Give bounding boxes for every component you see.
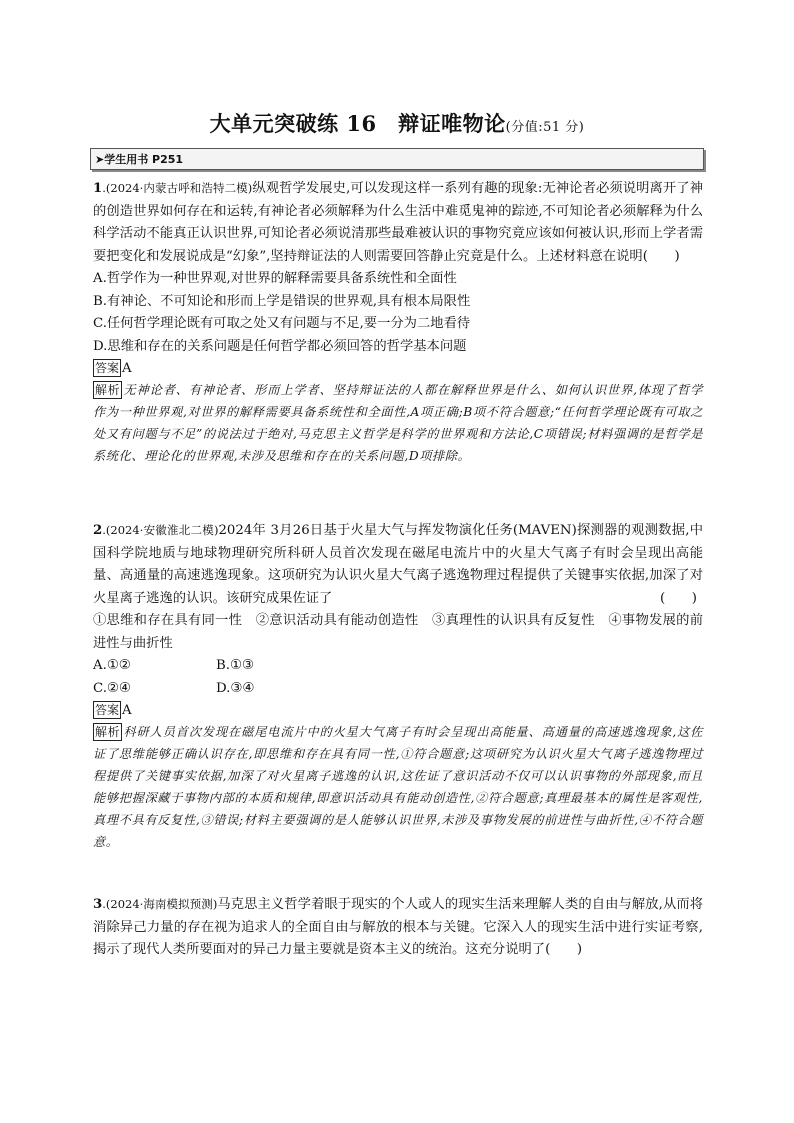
- arrow-icon: ➤: [95, 153, 105, 166]
- score-note: (分值:51 分): [505, 120, 585, 135]
- question-stem: 1.(2024·内蒙古呼和浩特二模)纵观哲学发展史,可以发现这样一系列有趣的现象:无神论者必须说明离开了神的创造世界如何存在和运转,有神论者必须解释为什么生活中难觅鬼神的踪迹,不可知论者必须解释为什么科学活动不能真正认识世界,可知论者必须说清那些最难被认识的事物究竟应该如何被认识,形而上学者需要把变化和发展说成是“幻象”,坚持辩证法的人则需要回答静止究竟是什么。上述材料意在说明( ): [93, 181, 703, 264]
- answer-line: [93, 700, 703, 721]
- option-d: D.③④: [216, 680, 255, 696]
- book-reference-bar: [90, 148, 704, 170]
- answer-line: [93, 358, 703, 379]
- question-1: [93, 177, 703, 467]
- answer-value: A: [122, 703, 132, 718]
- option-b: B.有神论、不可知论和形而上学是错误的世界观,具有根本局限性: [93, 293, 471, 309]
- title-text: 大单元突破练 16 辩证唯物论: [209, 111, 506, 136]
- answer-tag: 答案: [95, 361, 120, 375]
- question-stem: 2.(2024·安徽淮北二模)2024年 3月26日基于火星大气与挥发物演化任务(MAVEN)探测器的观测数据,中国科学院地质与地球物理研究所科研人员首次发现在磁尾电流片中的火星大气离子有时会呈现出高能量、高通量的高速逃逸现象。这项研究为认识火星大气离子逃逸物理过程提供了关键事实依据,加深了对火星离子逃逸的认识。该研究成果佐证了 ( ): [93, 523, 703, 606]
- options-row-2: [93, 678, 703, 701]
- analysis: 解析 无神论者、有神论者、形而上学者、坚持辩证法的人都在解释世界是什么、如何认识世界,体现了哲学作为一种世界观,对世界的解释需要具备系统性和全面性,A项正确;B项不符合题意;“任何哲学理论既有可取之处又有问题与不足”的说法过于绝对,马克思主义哲学是科学的世界观和方法论,C项错误;材料强调的是哲学是系统化、理论化的世界观,未涉及思维和存在的关系问题,D项排除。: [93, 383, 703, 463]
- question-3: [93, 893, 703, 962]
- options-row-1: [93, 655, 703, 678]
- option-a: A.①②: [93, 658, 131, 673]
- page-title: [0, 108, 794, 138]
- question-stem: 3.(2024·海南模拟预测)马克思主义哲学着眼于现实的个人或人的现实生活来理解人类的自由与解放,从而将消除异己力量的存在视为追求人的全面自由与解放的根本与关键。它深入人的现实生活中进行实证考察,揭示了现代人类所要面对的异己力量主要就是资本主义的统治。这充分说明了( ): [93, 897, 703, 957]
- option-a: A.哲学作为一种世界观,对世界的解释需要具备系统性和全面性: [93, 271, 457, 286]
- answer-value: A: [122, 361, 132, 376]
- book-ref-text: 学生用书 P251: [104, 153, 184, 166]
- analysis: 解析 科研人员首次发现在磁尾电流片中的火星大气离子有时会呈现出高能量、高通量的高速逃逸现象,这佐证了思维能够正确认识存在,即思维和存在具有同一性,①符合题意;这项研究为认识火星大气离子逃逸物理过程提供了关键事实依据,加深了对火星离子逃逸的认识,这佐证了意识活动不仅可以认识事物的外部现象,而且能够把握深藏于事物内部的本质和规律,即意识活动具有能动创造性,②符合题意;真理最基本的属性是客观性,真理不具有反复性,③错误;材料主要强调的是人能够认识世界,未涉及事物发展的前进性与曲折性,④不符合题意。: [93, 725, 703, 849]
- question-items: ①思维和存在具有同一性 ②意识活动具有能动创造性 ③真理性的认识具有反复性 ④事物发展的前进性与曲折性: [93, 613, 703, 651]
- option-c: C.②④: [93, 680, 131, 696]
- answer-tag: 答案: [95, 703, 120, 717]
- question-2: [93, 519, 703, 853]
- analysis-tag: 解析: [95, 383, 121, 397]
- option-d: D.思维和存在的关系问题是任何哲学都必须回答的哲学基本问题: [93, 338, 467, 354]
- option-b: B.①③: [216, 658, 254, 673]
- analysis-tag: 解析: [95, 725, 121, 739]
- option-c: C.任何哲学理论既有可取之处又有问题与不足,要一分为二地看待: [93, 316, 471, 331]
